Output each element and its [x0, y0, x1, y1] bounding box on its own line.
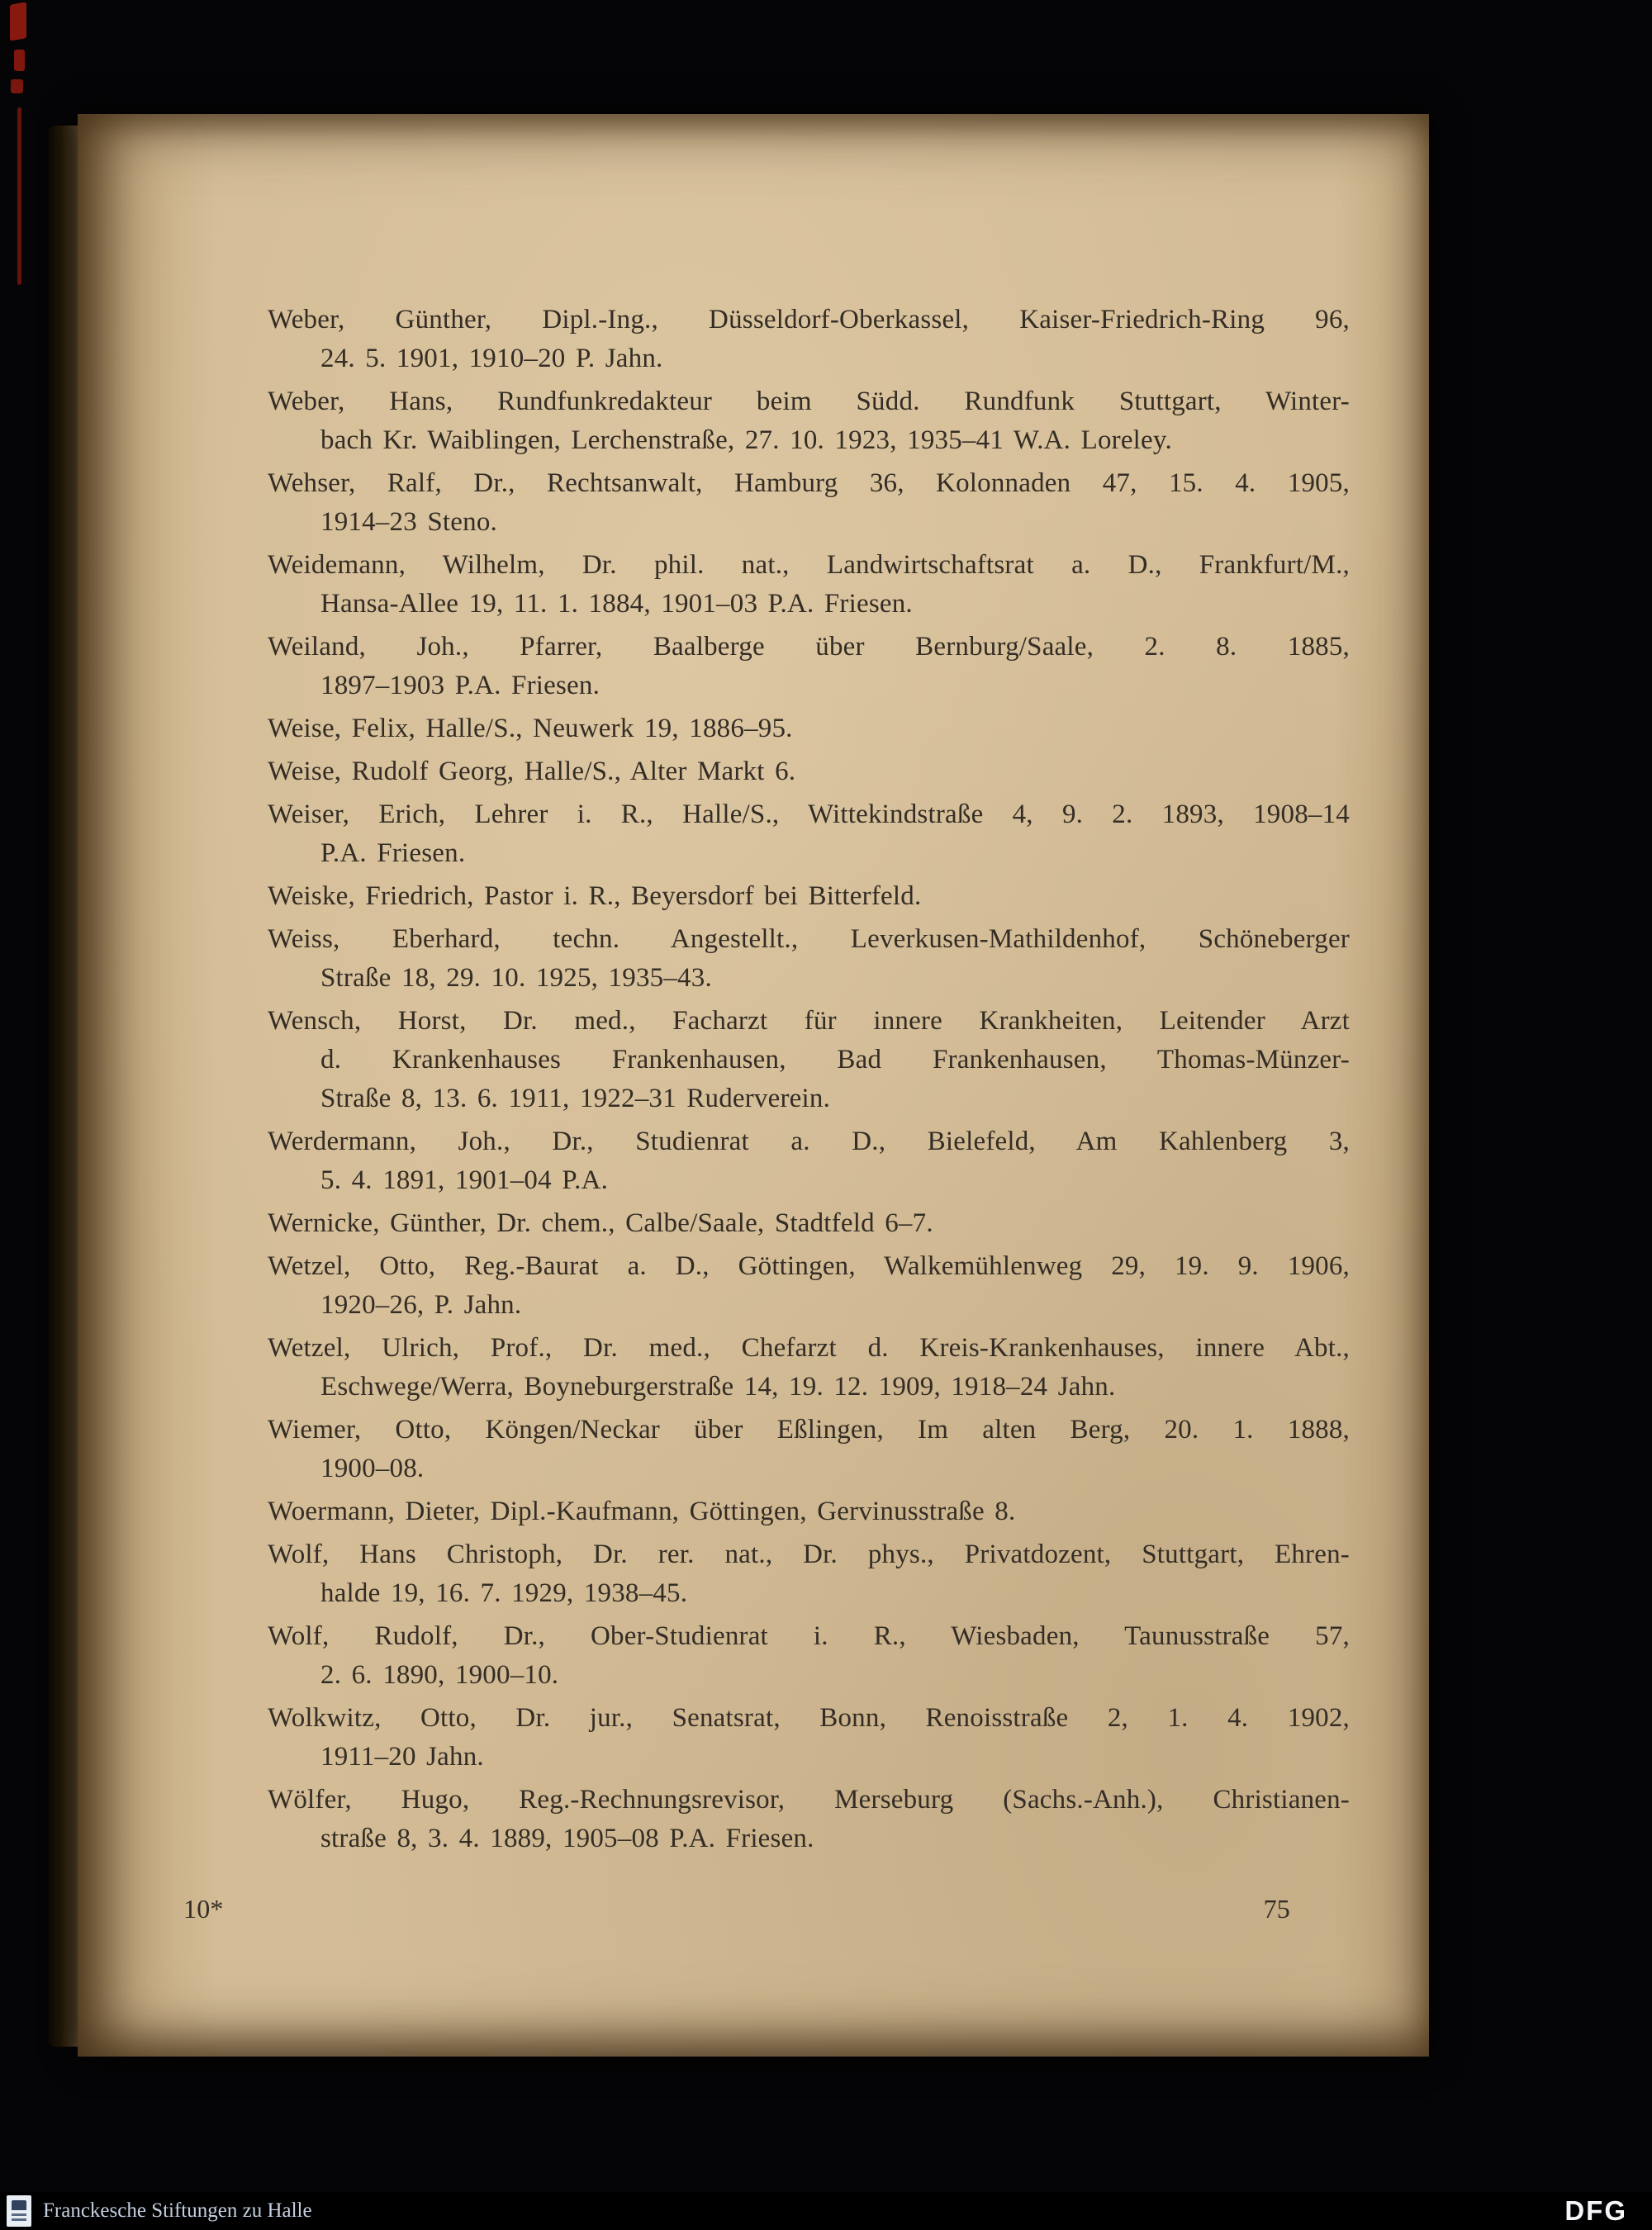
- entry-line: 1920–26, P. Jahn.: [320, 1290, 522, 1320]
- directory-entry: [268, 1329, 1350, 1407]
- entry-line: straße 8, 3. 4. 1889, 1905–08 P.A. Friesen.: [320, 1824, 814, 1853]
- franckesche-stiftungen-logo-icon: [7, 2195, 31, 2227]
- entry-line: 5. 4. 1891, 1901–04 P.A.: [320, 1165, 609, 1195]
- entry-line: 1900–08.: [320, 1454, 425, 1483]
- entry-line: 1911–20 Jahn.: [320, 1742, 484, 1772]
- entry-line: bach Kr. Waiblingen, Lerchenstraße, 27. 10. 1923, 1935–41 W.A. Loreley.: [320, 425, 1172, 455]
- directory-entry: [268, 1781, 1350, 1858]
- entry-line: Hansa-Allee 19, 11. 1. 1884, 1901–03 P.A. Friesen.: [320, 589, 913, 619]
- book-spine-page-edges: [46, 126, 79, 2047]
- entry-line: Wolf, Hans Christoph, Dr. rer. nat., Dr. phys., Privatdozent, Stuttgart, Ehren-: [268, 1540, 1350, 1569]
- directory-entry: [268, 1617, 1350, 1695]
- directory-entry: [268, 1204, 1350, 1243]
- entry-line: 24. 5. 1901, 1910–20 P. Jahn.: [320, 344, 663, 373]
- directory-entry: [268, 1002, 1350, 1118]
- entry-line: Wolkwitz, Otto, Dr. jur., Senatsrat, Bonn, Renoisstraße 2, 1. 4. 1902,: [268, 1703, 1350, 1733]
- directory-entry: [268, 1699, 1350, 1777]
- signature-mark: 10*: [183, 1894, 224, 1924]
- directory-entry: [268, 1535, 1350, 1613]
- viewer-bottom-bar: [0, 2192, 1652, 2230]
- directory-entry: [268, 628, 1350, 705]
- entry-line: Weber, Günther, Dipl.-Ing., Düsseldorf-Oberkassel, Kaiser-Friedrich-Ring 96,: [268, 305, 1350, 334]
- page-number: 75: [1263, 1894, 1290, 1924]
- entry-line: Weise, Felix, Halle/S., Neuwerk 19, 1886–95.: [268, 714, 793, 743]
- dfg-logo[interactable]: DFG: [1564, 2195, 1627, 2226]
- directory-entry: [268, 709, 1350, 748]
- page-text-block: [183, 301, 1350, 1929]
- directory-entry: [268, 464, 1350, 542]
- entry-line: Werdermann, Joh., Dr., Studienrat a. D., Bielefeld, Am Kahlenberg 3,: [268, 1127, 1350, 1156]
- directory-entries: [268, 301, 1350, 1858]
- directory-entry: [268, 877, 1350, 916]
- entry-line: P.A. Friesen.: [320, 838, 466, 868]
- entry-line: Weiland, Joh., Pfarrer, Baalberge über Bernburg/Saale, 2. 8. 1885,: [268, 632, 1350, 662]
- entry-line: Weiss, Eberhard, techn. Angestellt., Leverkusen-Mathildenhof, Schöneberger: [268, 924, 1350, 954]
- entry-line: Wölfer, Hugo, Reg.-Rechnungsrevisor, Merseburg (Sachs.-Anh.), Christianen-: [268, 1785, 1350, 1815]
- entry-line: Woermann, Dieter, Dipl.-Kaufmann, Göttingen, Gervinusstraße 8.: [268, 1497, 1016, 1526]
- directory-entry: [268, 546, 1350, 624]
- entry-line: Weise, Rudolf Georg, Halle/S., Alter Markt 6.: [268, 757, 796, 786]
- entry-line: Weiser, Erich, Lehrer i. R., Halle/S., Wittekindstraße 4, 9. 2. 1893, 1908–14: [268, 799, 1350, 829]
- page-footer: [183, 1890, 1350, 1929]
- entry-line: Weber, Hans, Rundfunkredakteur beim Südd. Rundfunk Stuttgart, Winter-: [268, 387, 1350, 416]
- entry-line: Weiske, Friedrich, Pastor i. R., Beyersdorf bei Bitterfeld.: [268, 881, 922, 911]
- entry-line: halde 19, 16. 7. 1929, 1938–45.: [320, 1578, 688, 1608]
- entry-line: Weidemann, Wilhelm, Dr. phil. nat., Landwirtschaftsrat a. D., Frankfurt/M.,: [268, 550, 1350, 580]
- entry-line: Wiemer, Otto, Köngen/Neckar über Eßlingen, Im alten Berg, 20. 1. 1888,: [268, 1415, 1350, 1445]
- entry-line: Wetzel, Ulrich, Prof., Dr. med., Chefarzt d. Kreis-Krankenhauses, innere Abt.,: [268, 1333, 1350, 1363]
- attribution-link[interactable]: [7, 2195, 312, 2227]
- entry-line: Eschwege/Werra, Boyneburgerstraße 14, 19. 12. 1909, 1918–24 Jahn.: [320, 1372, 1116, 1402]
- entry-line: 1897–1903 P.A. Friesen.: [320, 671, 601, 700]
- binding-red-mark-icon: [11, 79, 23, 93]
- entry-line: Wolf, Rudolf, Dr., Ober-Studienrat i. R., Wiesbaden, Taunusstraße 57,: [268, 1621, 1350, 1651]
- directory-entry: [268, 1247, 1350, 1325]
- binding-red-mark-icon: [10, 2, 26, 41]
- binding-red-mark-icon: [14, 50, 25, 71]
- directory-entry: [268, 301, 1350, 378]
- directory-entry: [268, 920, 1350, 998]
- entry-line: Wensch, Horst, Dr. med., Facharzt für innere Krankheiten, Leitender Arzt: [268, 1006, 1350, 1036]
- directory-entry: [268, 752, 1350, 791]
- entry-line: 1914–23 Steno.: [320, 507, 497, 537]
- scanned-page: [78, 114, 1429, 2057]
- directory-entry: [268, 1411, 1350, 1488]
- entry-line: d. Krankenhauses Frankenhausen, Bad Frankenhausen, Thomas-Münzer-: [320, 1045, 1350, 1075]
- binding-red-mark-icon: [17, 107, 21, 285]
- attribution-label: Franckesche Stiftungen zu Halle: [43, 2199, 312, 2222]
- entry-line: Wehser, Ralf, Dr., Rechtsanwalt, Hamburg 36, Kolonnaden 47, 15. 4. 1905,: [268, 468, 1350, 498]
- entry-line: Straße 8, 13. 6. 1911, 1922–31 Ruderverein.: [320, 1084, 831, 1113]
- entry-line: Straße 18, 29. 10. 1925, 1935–43.: [320, 963, 712, 993]
- entry-line: Wetzel, Otto, Reg.-Baurat a. D., Göttingen, Walkemühlenweg 29, 19. 9. 1906,: [268, 1251, 1350, 1281]
- directory-entry: [268, 795, 1350, 873]
- directory-entry: [268, 1122, 1350, 1200]
- directory-entry: [268, 382, 1350, 460]
- entry-line: Wernicke, Günther, Dr. chem., Calbe/Saale, Stadtfeld 6–7.: [268, 1208, 933, 1238]
- directory-entry: [268, 1492, 1350, 1531]
- entry-line: 2. 6. 1890, 1900–10.: [320, 1660, 559, 1690]
